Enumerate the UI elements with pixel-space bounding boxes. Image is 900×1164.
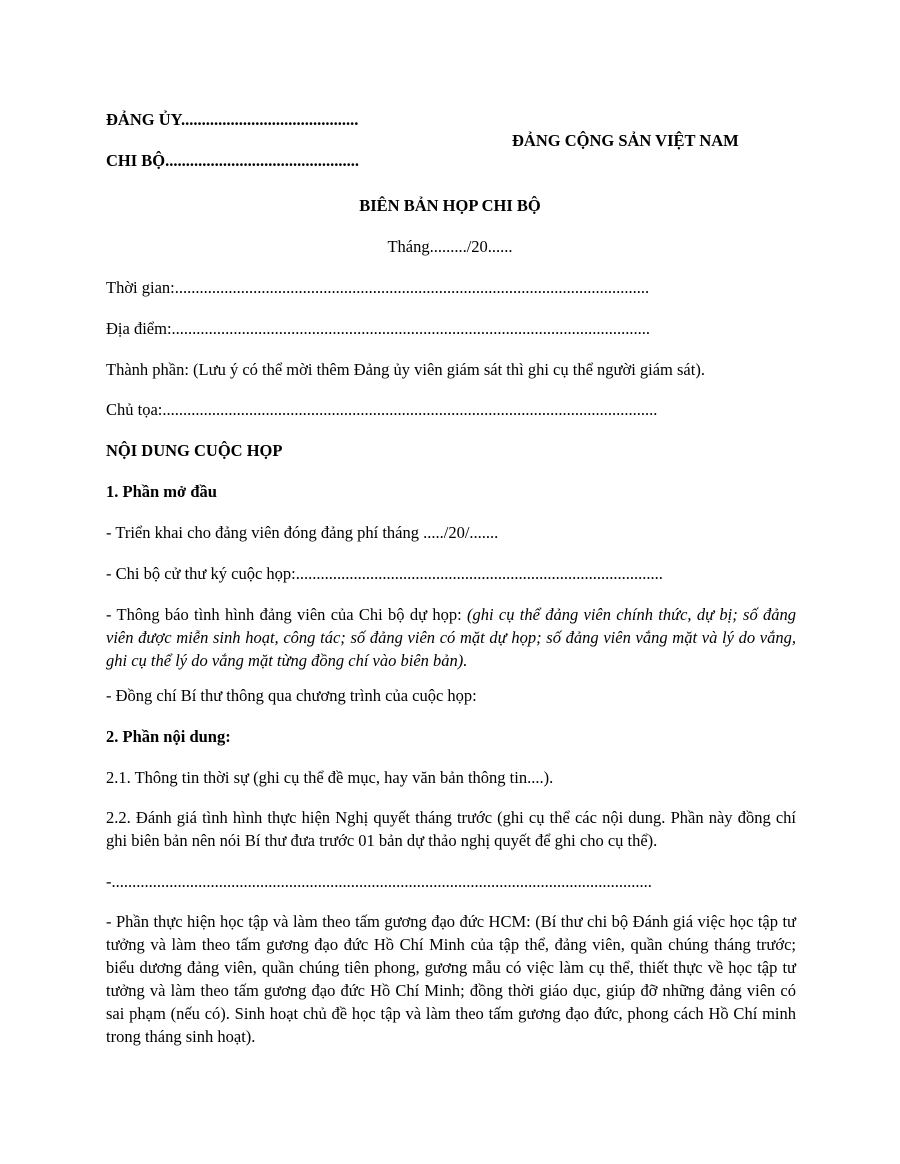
part1-heading: 1. Phần mở đầu <box>106 482 217 501</box>
news-item: 2.1. Thông tin thời sự (ghi cụ thể đề mục, hay văn bản thông tin....). <box>106 768 554 787</box>
party-committee-label: ĐẢNG ỦY........................................... <box>106 110 359 129</box>
participants-field: Thành phần: (Lưu ý có thể mời thêm Đảng ủy viên giám sát thì ghi cụ thể người giám sát). <box>106 360 705 379</box>
place-field: Địa điểm:.................................................................................................................... <box>106 319 651 338</box>
secretary-item: - Chi bộ cử thư ký cuộc họp:......................................................................................... <box>106 564 663 583</box>
time-field: Thời gian:................................................................................................................... <box>106 278 650 297</box>
fee-item: - Triển khai cho đảng viên đóng đảng phí tháng ...../20/....... <box>106 523 499 542</box>
member-notice-detail: (ghi cụ thể đảng viên chính thức, dự bị; số đảng viên được miễn sinh hoạt, công tác; số đảng viên có mặt dự họp; số đảng viên vắng mặt và lý do vắng, ghi cụ thể lý do vắng mặt từng đồng chí vào biên bản). <box>106 605 796 670</box>
program-item: - Đồng chí Bí thư thông qua chương trình của cuộc họp: <box>106 686 477 705</box>
hcm-item: - Phần thực hiện học tập và làm theo tấm gương đạo đức HCM: (Bí thư chi bộ Đánh giá việc học tập tư tưởng và làm theo tấm gương đạo đức Hồ Chí Minh của tập thể, đảng viên, quần chúng tháng trước; biểu dương đảng viên, quần chúng tiên phong, gương mẫu có việc làm cụ thể, thiết thực về học tập tư tưởng và làm theo tấm gương đạo đức Hồ Chí Minh; đồng thời giáo dục, giúp đỡ những đảng viên có sai phạm (nếu có). Sinh hoạt chủ đề học tập và làm theo tấm gương đạo đức, phong cách Hồ Chí minh trong tháng sinh hoạt). <box>106 912 796 1046</box>
blank-item: -................................................................................................................................... <box>106 872 652 891</box>
member-notice-prefix: - Thông báo tình hình đảng viên của Chi bộ dự họp: <box>106 605 467 624</box>
document-title: BIÊN BẢN HỌP CHI BỘ <box>359 196 541 215</box>
chair-field: Chủ tọa:........................................................................................................................ <box>106 400 658 419</box>
content-heading: NỘI DUNG CUỘC HỌP <box>106 441 283 460</box>
party-cell-label: CHI BỘ............................................... <box>106 151 360 170</box>
party-name: ĐẢNG CỘNG SẢN VIỆT NAM <box>512 131 739 150</box>
evaluation-item: 2.2. Đánh giá tình hình thực hiện Nghị quyết tháng trước (ghi cụ thể các nội dung. Phần này đồng chí ghi biên bản nên nói Bí thư đưa trước 01 bản dự thảo nghị quyết để ghi cho cụ thể). <box>106 808 796 850</box>
member-notice-item <box>106 603 796 672</box>
part2-heading: 2. Phần nội dung: <box>106 727 231 746</box>
month-line: Tháng........./20...... <box>387 237 513 256</box>
